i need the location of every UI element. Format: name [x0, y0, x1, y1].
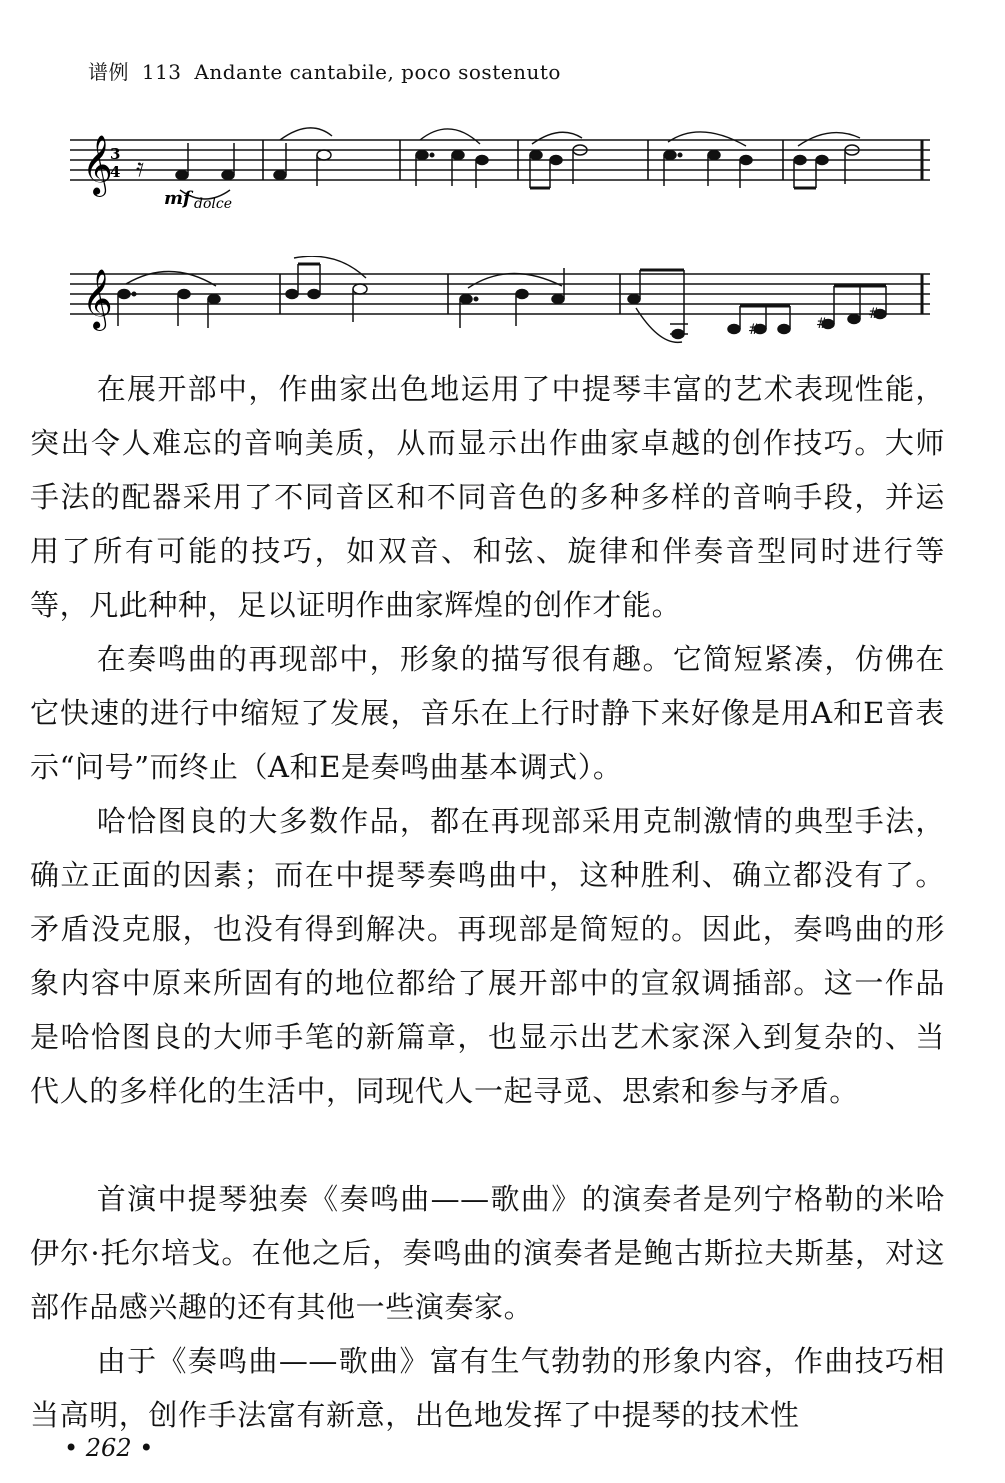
paragraph-1-text: 在展开部中，作曲家出色地运用了中提琴丰富的艺术表现性能，突出令人难忘的音响美质，从而显示出作曲家卓越的创作技巧。大师手法的配器采用了不同音区和不同音色的多种多样的音响手段，并运用了所有可能的技巧，如双音、和弦、旋律和伴奏音型同时进行等等，凡此种种，足以证明作曲家辉煌的创作才能。: [30, 372, 945, 622]
paragraph-3-text: 哈恰图良的大多数作品，都在再现部采用克制激情的典型手法，确立正面的因素；而在中提琴奏鸣曲中，这种胜利、确立都没有了。矛盾没克服，也没有得到解决。再现部是简短的。因此，奏鸣曲的形象内容中原来所固有的地位都给了展开部中的宣叙调插部。这一作品是哈恰图良的大师手笔的新篇章，也显示出艺术家深入到复杂的、当代人的多样化的生活中，同现代人一起寻觅、思索和参与矛盾。: [30, 804, 945, 1108]
paragraph-5: [30, 1334, 945, 1442]
example-label: 谱例: [88, 60, 129, 84]
svg-text:#: #: [748, 322, 760, 338]
paragraph-5-text: 由于《奏鸣曲——歌曲》富有生气勃勃的形象内容，作曲技巧相当高明，创作手法富有新意，出色地发挥了中提琴的技术性: [30, 1344, 945, 1432]
paragraph-2: [30, 632, 945, 794]
svg-text:#: #: [816, 316, 828, 332]
tempo-marking: Andante cantabile, poco sostenuto: [194, 60, 561, 84]
treble-clef-icon-2: 𝄞: [82, 269, 113, 329]
paragraph-2-text: 在奏鸣曲的再现部中，形象的描写很有趣。它简短紧凑，仿佛在它快速的进行中缩短了发展，音乐在上行时静下来好像是用A和E音表示“问号”而终止（A和E是奏鸣曲基本调式）。: [30, 642, 945, 784]
svg-text:𝄿: 𝄿: [136, 153, 144, 183]
dynamic-marking: mf: [164, 188, 191, 209]
example-caption: [88, 56, 561, 85]
time-signature: 3: [110, 145, 121, 163]
paragraph-4: [30, 1172, 945, 1334]
expression-marking: dolce: [194, 196, 232, 212]
music-staff-2: [70, 256, 940, 346]
page-number: • 262 •: [64, 1434, 154, 1462]
paragraph-3: [30, 794, 945, 1118]
paragraph-1: [30, 362, 945, 632]
example-number: 113: [141, 60, 182, 84]
paragraph-4-text: 首演中提琴独奏《奏鸣曲——歌曲》的演奏者是列宁格勒的米哈伊尔·托尔培戈。在他之后，奏鸣曲的演奏者是鲍古斯拉夫斯基，对这部作品感兴趣的还有其他一些演奏家。: [30, 1182, 945, 1324]
treble-clef-icon: 𝄞: [82, 135, 113, 195]
svg-text:4: 4: [110, 163, 121, 181]
svg-text:#: #: [868, 306, 880, 322]
music-staff-1: [70, 118, 940, 218]
